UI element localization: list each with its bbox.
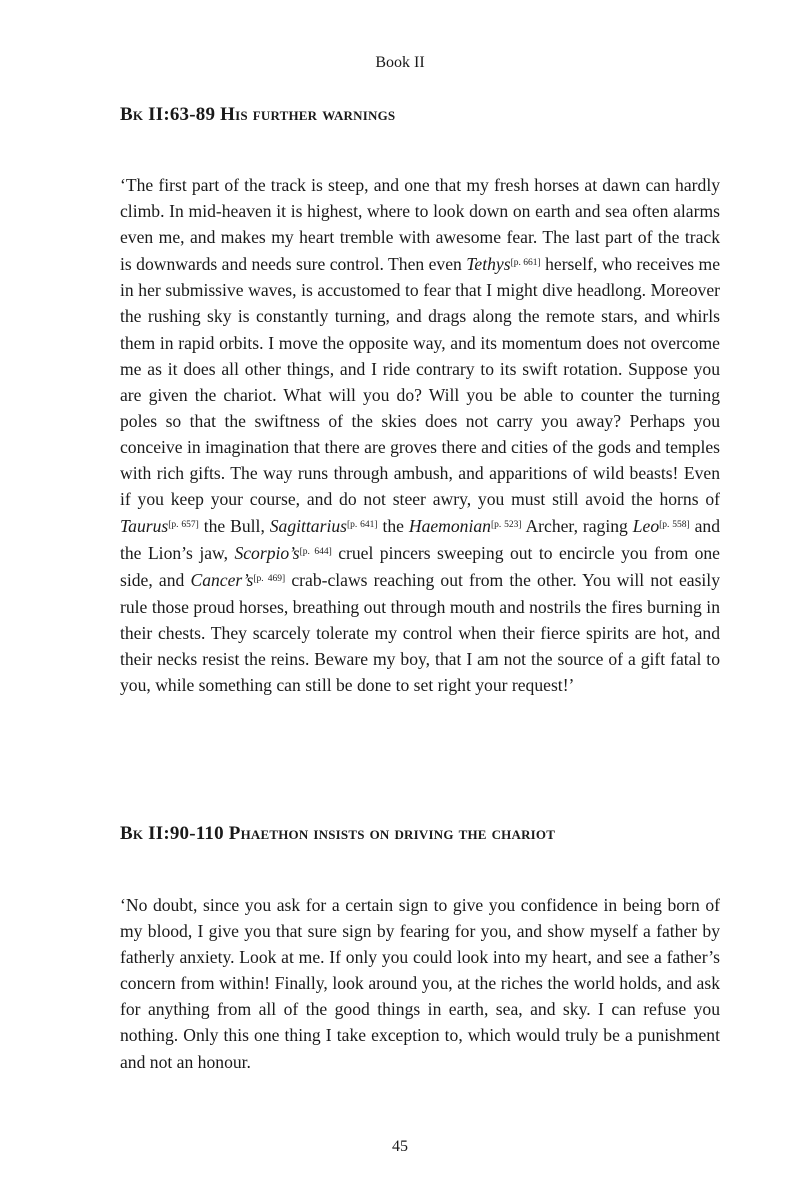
page-reference: [p. 641]	[346, 520, 378, 531]
page-reference: [p. 644]	[299, 547, 332, 558]
proper-name: Taurus	[120, 516, 169, 537]
paragraph-text: Archer, raging	[521, 516, 633, 537]
proper-name: Leo	[632, 516, 660, 537]
body-paragraph	[120, 172, 720, 698]
proper-name: Cancer’s	[190, 570, 254, 591]
page-reference: [p. 558]	[659, 520, 690, 531]
proper-name: Tethys	[466, 254, 511, 275]
paragraph-text: ‘No doubt, since you ask for a certain sign to give you confidence in being born of my blood, I give you that sure sign by fearing for you, and show myself a father by fatherly anxiety. Look at me. If only you could look into my heart, and see a father’s concern from within! Finally, look around you, at the riches the world holds, and ask for anything from all of the good things in earth, sea, and sky. I can refuse you nothing. Only this one thing I take exception to, which would truly be a punishment and not an honour.	[120, 895, 720, 1072]
paragraph-text: crab-claws reaching out from the other. You will not easily rule those proud horses, breathing out through mouth and nostrils the fires burning in their chests. They scarcely tolerate my control when their fierce spirits are hot, and their necks resist the reins. Beware my boy, that I am not the source of a gift fatal to you, while something can still be done to set right your request!’	[120, 570, 720, 695]
page-number: 45	[392, 1138, 408, 1155]
body-paragraph	[120, 892, 720, 1075]
running-head: Book II	[375, 54, 425, 71]
proper-name: Haemonian	[408, 516, 491, 537]
paragraph-text: ‘The first part of the track is steep, and one that my fresh horses at dawn can hardly climb. In mid-heaven it is highest, where to look down on earth and sea often alarms even me, and makes my heart tremble with awesome fear. The last part of the track is downwards and needs sure control. Then even	[120, 175, 720, 275]
proper-name: Sagittarius	[269, 516, 347, 537]
paragraph-text: herself, who receives me in her submissive waves, is accustomed to fear that I might dive headlong. Moreover the rushing sky is constantly turning, and drags along the remote stars, and whirls them in rapid orbits. I move the opposite way, and its momentum does not overcome me as it does all other things, and I ride contrary to its swift rotation. Suppose you are given the chariot. What will you do? Will you be able to counter the turning poles so that the swiftness of the skies does not carry you away? Perhaps you conceive in imagination that there are groves there and cities of the gods and temples with rich gifts. The way runs through ambush, and apparitions of wild beasts! Even if you keep your course, and do not steer awry, you must still avoid the horns of	[120, 254, 721, 510]
section-heading: Bk II:90-110 Phaethon insists on driving the chariot	[120, 823, 556, 844]
paragraph-text: cruel pincers sweeping out to encircle you from one side, and	[120, 543, 720, 591]
section-heading: Bk II:63-89 His further warnings	[120, 104, 396, 125]
paragraph-text: the	[377, 516, 409, 537]
page-reference: [p. 661]	[510, 258, 541, 269]
page-reference: [p. 469]	[253, 574, 286, 585]
page-reference: [p. 657]	[168, 520, 199, 531]
paragraph-text: the Bull,	[198, 516, 270, 537]
proper-name: Scorpio’s	[234, 543, 300, 564]
page-reference: [p. 523]	[490, 520, 522, 531]
paragraph-text: and the Lion’s jaw,	[120, 516, 721, 564]
